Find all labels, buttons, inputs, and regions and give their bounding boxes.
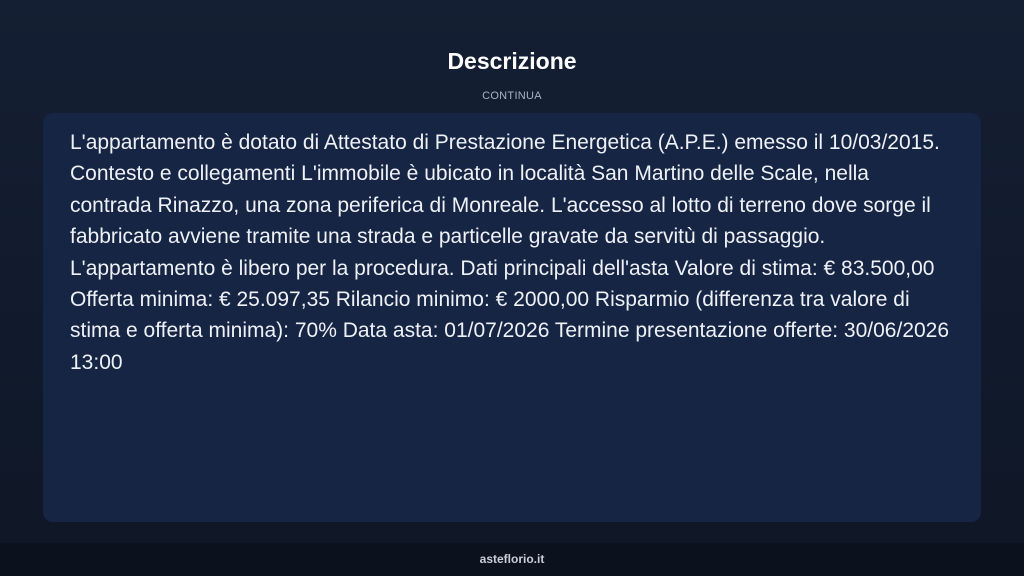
page-title: Descrizione (447, 48, 577, 74)
description-card (43, 113, 981, 522)
site-name: asteflorio.it (479, 552, 545, 566)
footer-bar (0, 543, 1024, 576)
continua-label: CONTINUA (482, 90, 542, 102)
description-text: L'appartamento è dotato di Attestato di Prestazione Energetica (A.P.E.) emesso il 10/03/2015. Contesto e collegamenti L'immobile è ubicato in località San Martino delle Scale, nella contrada Rinazzo, una zona periferica di Monreale. L'accesso al lotto di terreno dove sorge il fabbricato avviene tramite una strada e particelle gravate da servitù di passaggio. L'appartamento è libero per la procedura. Dati principali dell'asta Valore di stima: € 83.500,00 Offerta minima: € 25.097,35 Rilancio minimo: € 2000,00 Risparmio (differenza tra valore di stima e offerta minima): 70% Data asta: 01/07/2026 Termine presentazione offerte: 30/06/2026 13:00 (70, 131, 950, 374)
